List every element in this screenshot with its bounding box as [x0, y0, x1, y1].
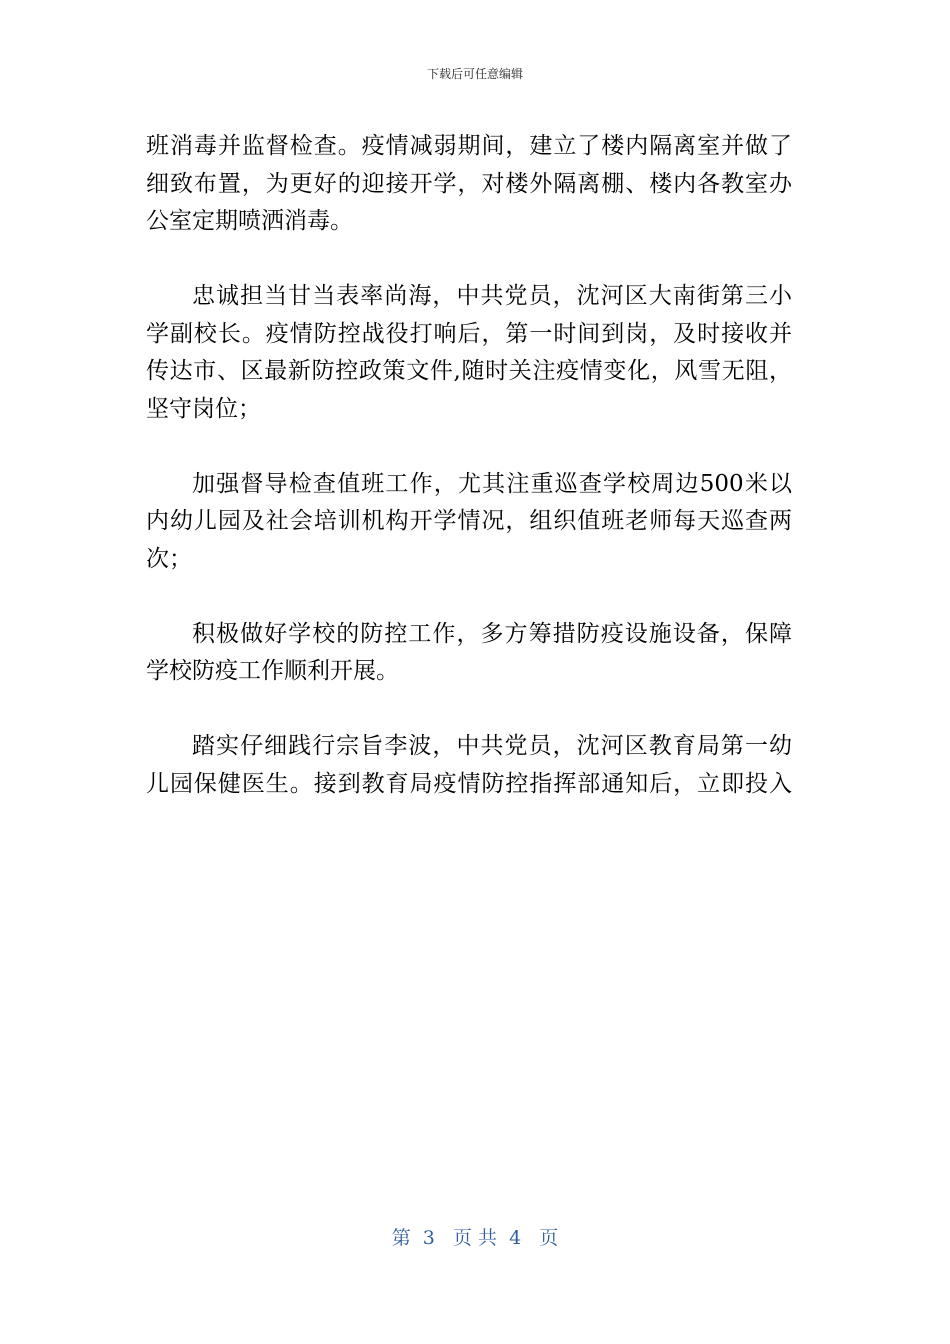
paragraph-first-line: 踏实仔细践行宗旨李波，中共党员，沈河区教育局第一幼	[192, 733, 792, 759]
blank-line	[146, 241, 792, 279]
document-body	[146, 128, 792, 803]
paragraph-first-line: 忠诚担当甘当表率尚海，中共党员，沈河区大南街第三小	[192, 283, 792, 309]
text-line: 儿园保健医生。接到教育局疫情防控指挥部通知后，立即投入	[146, 770, 792, 797]
text-line: 班消毒并监督检查。疫情减弱期间，建立了楼内隔离室并做了	[146, 133, 792, 159]
text-line: 传达市、区最新防控政策文件,随时关注疫情变化，风雪无阻，	[146, 358, 792, 384]
text-line: 内幼儿园及社会培训机构开学情况，组织值班老师每天巡查两	[146, 508, 792, 534]
blank-line	[146, 578, 792, 616]
text-line: 学校防疫工作顺利开展。	[146, 658, 399, 684]
blank-line	[146, 691, 792, 729]
paragraph-first-line: 积极做好学校的防控工作，多方筹措防疫设施设备，保障	[192, 620, 792, 647]
header-note: 下载后可任意编辑	[426, 67, 523, 81]
blank-line	[146, 428, 792, 466]
text-line: 公室定期喷洒消毒。	[146, 208, 353, 234]
page-number-footer: 第 3 页 共 4 页	[391, 1227, 559, 1249]
text-line: 细致布置，为更好的迎接开学，对楼外隔离棚、楼内各教室办	[146, 170, 792, 197]
text-line: 学副校长。疫情防控战役打响后，第一时间到岗，及时接收并	[146, 320, 792, 347]
text-line: 次；	[146, 545, 192, 572]
text-line: 坚守岗位；	[146, 395, 261, 422]
paragraph-first-line: 加强督导检查值班工作，尤其注重巡查学校周边500米以	[192, 470, 792, 497]
